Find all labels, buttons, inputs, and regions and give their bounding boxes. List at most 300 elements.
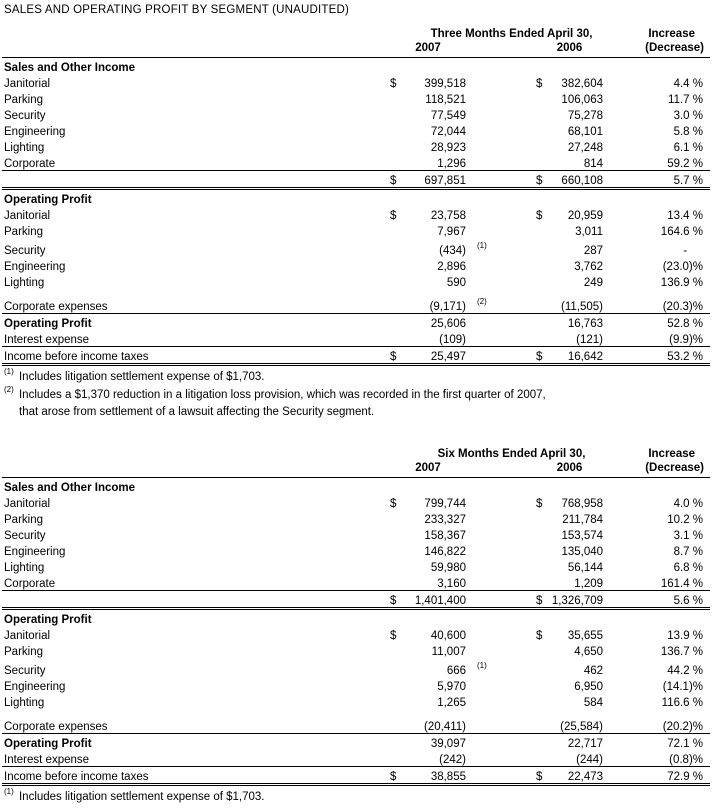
value-2006: (244) xyxy=(550,750,607,767)
footnote-line: $^{(1)}$ Includes litigation settlement expense of $1,703. xyxy=(4,367,265,383)
table-row xyxy=(2,314,710,331)
dollar-sign: $ xyxy=(390,630,397,642)
value-2006: 3,762 xyxy=(574,261,603,273)
dollar-sign xyxy=(532,526,550,542)
year-header-row xyxy=(2,460,710,478)
dollar-sign xyxy=(386,330,404,347)
change-percent: (20.3)% xyxy=(607,289,710,314)
change-percent: 161.4 % xyxy=(607,574,710,591)
footnote-ref xyxy=(470,693,532,709)
dollar-sign xyxy=(386,90,404,106)
dollar-sign xyxy=(386,478,404,495)
year-header-row xyxy=(2,40,710,58)
dollar-sign xyxy=(532,58,550,75)
value-2006: 75,278 xyxy=(567,110,603,122)
table-row xyxy=(2,558,710,574)
table-row xyxy=(2,106,710,122)
value-2007: 25,497 xyxy=(404,347,470,365)
table-row xyxy=(2,609,710,627)
table-row xyxy=(2,574,710,591)
year-2006-header: 2006 xyxy=(532,40,607,58)
footnote xyxy=(4,369,710,386)
footnote-marker: (2) xyxy=(4,385,14,395)
dollar-sign: $ xyxy=(536,210,543,222)
six-months-footnotes xyxy=(4,789,710,806)
value-2006: (121) xyxy=(550,330,607,347)
dollar-sign xyxy=(532,677,550,693)
dollar-sign xyxy=(386,154,404,171)
table-row xyxy=(2,171,710,189)
change-percent: 8.7 % xyxy=(673,546,704,558)
footnote-ref xyxy=(470,510,532,526)
dollar-sign xyxy=(532,289,550,314)
change-percent: 13.4 % xyxy=(667,210,703,222)
segment-label: Engineering xyxy=(4,546,66,558)
dollar-sign xyxy=(532,238,550,257)
change-percent: (14.1)% xyxy=(662,681,704,693)
change-percent: (0.8)% xyxy=(607,750,710,767)
dollar-sign xyxy=(386,574,404,591)
change-percent xyxy=(607,189,710,207)
value-2006 xyxy=(550,609,607,627)
dollar-sign xyxy=(386,273,404,289)
dollar-sign xyxy=(386,106,404,122)
value-2006: 6,950 xyxy=(574,681,604,693)
value-2006: 382,604 xyxy=(561,78,603,90)
dollar-sign: $ xyxy=(386,591,404,609)
segment-label: Corporate expenses xyxy=(2,289,386,314)
period-header: Six Months Ended April 30, xyxy=(437,448,586,460)
dollar-sign: $ xyxy=(536,630,543,642)
value-2007 xyxy=(404,58,470,75)
value-2007: 158,367 xyxy=(424,530,466,542)
year-2007-header: 2007 xyxy=(386,40,470,58)
header-spacer xyxy=(470,40,532,58)
segment-label: Janitorial xyxy=(4,210,51,222)
value-2007: 590 xyxy=(446,277,466,289)
dollar-sign: $ xyxy=(390,210,397,222)
footnote-ref xyxy=(470,206,532,222)
three-months-table-body xyxy=(2,58,710,365)
change-percent: (9.9)% xyxy=(607,330,710,347)
value-2007: 3,160 xyxy=(404,574,470,591)
table-row xyxy=(2,273,710,289)
footnote-ref xyxy=(470,642,532,658)
change-percent: 53.2 % xyxy=(607,347,710,365)
value-2006: 56,144 xyxy=(567,562,604,574)
segment-label: Engineering xyxy=(4,126,66,138)
footnote-ref xyxy=(470,734,532,751)
dollar-sign xyxy=(532,558,550,574)
dollar-sign: $ xyxy=(532,767,550,785)
dollar-sign xyxy=(532,122,550,138)
footnote-ref xyxy=(470,750,532,767)
header-spacer xyxy=(470,460,532,478)
value-2007: 233,327 xyxy=(424,514,466,526)
three-months-footnotes xyxy=(4,369,710,421)
dollar-sign xyxy=(532,709,550,734)
footnote-ref xyxy=(470,74,532,90)
table-row xyxy=(2,693,710,709)
change-percent: 6.8 % xyxy=(673,562,704,574)
footnote-ref xyxy=(470,314,532,331)
six-months-table xyxy=(2,445,710,786)
page-title: SALES AND OPERATING PROFIT BY SEGMENT (UNAUDITED) xyxy=(4,4,350,16)
segment-label: Income before income taxes xyxy=(2,347,386,365)
value-2007: 666 xyxy=(446,665,466,677)
segment-label: Operating Profit xyxy=(4,318,92,330)
change-percent: 10.2 % xyxy=(667,514,704,526)
value-2006 xyxy=(550,58,607,75)
segment-label: Parking xyxy=(4,646,43,658)
table-row xyxy=(2,347,710,365)
table-row xyxy=(2,642,710,658)
table-row xyxy=(2,289,710,314)
value-2007: 399,518 xyxy=(424,78,466,90)
footnote-ref xyxy=(470,222,532,238)
three-months-table xyxy=(2,25,710,366)
footnote-line: $^{(1)}$ Includes litigation settlement expense of $1,703. xyxy=(4,787,265,803)
segment-label: Parking xyxy=(4,94,43,106)
segment-label: Lighting xyxy=(4,277,45,289)
segment-label: Corporate xyxy=(2,154,386,171)
value-2007: 23,758 xyxy=(430,210,466,222)
value-2006: 135,040 xyxy=(561,546,604,558)
segment-label: Lighting xyxy=(4,562,45,574)
segment-label: Operating Profit xyxy=(4,614,92,626)
dollar-sign xyxy=(532,693,550,709)
footnote-ref xyxy=(470,106,532,122)
value-2006: 22,717 xyxy=(567,738,604,750)
segment-label: Engineering xyxy=(4,261,66,273)
footnote-ref xyxy=(470,767,532,785)
segment-label xyxy=(2,171,386,189)
footnote-ref xyxy=(470,122,532,138)
table-row xyxy=(2,58,710,75)
table-row xyxy=(2,626,710,642)
footnote-line: $^{(2)}$ Includes a $1,370 reduction in a litigation loss provision, which was recorded in the first quarter of 2007, xyxy=(4,385,546,401)
dollar-sign xyxy=(532,734,550,751)
value-2007: 38,855 xyxy=(404,767,470,785)
segment-label: Parking xyxy=(4,226,43,238)
value-2007: (20,411) xyxy=(404,709,470,734)
header-spacer xyxy=(2,445,386,460)
change-percent: 4.0 % xyxy=(673,498,704,510)
dollar-sign xyxy=(532,478,550,495)
footnote-ref xyxy=(470,257,532,273)
value-2006: 153,574 xyxy=(561,530,604,542)
dollar-sign xyxy=(386,122,404,138)
footnote-ref xyxy=(470,138,532,154)
segment-label: Interest expense xyxy=(2,330,386,347)
segment-label: Security xyxy=(4,530,46,542)
footnote-ref xyxy=(470,591,532,609)
segment-label: Corporate expenses xyxy=(2,709,386,734)
change-percent xyxy=(607,609,710,627)
value-2007: 39,097 xyxy=(430,738,466,750)
value-2007: 146,822 xyxy=(424,546,466,558)
footnote-ref xyxy=(470,478,532,495)
table-row xyxy=(2,734,710,751)
dollar-sign xyxy=(532,609,550,627)
dollar-sign: $ xyxy=(536,498,543,510)
value-2006: 1,209 xyxy=(550,574,607,591)
value-2006: 584 xyxy=(583,697,604,709)
value-2006: 768,958 xyxy=(561,498,604,510)
change-percent: 11.7 % xyxy=(668,94,703,106)
table-row xyxy=(2,658,710,677)
dollar-sign xyxy=(386,558,404,574)
footnote-line: that arose from settlement of a lawsuit affecting the Security segment. xyxy=(19,406,375,418)
change-percent: 136.7 % xyxy=(660,646,704,658)
change-percent: 5.6 % xyxy=(607,591,710,609)
segment-label xyxy=(2,591,386,609)
value-2007: 72,044 xyxy=(430,126,466,138)
value-2006: 1,326,709 xyxy=(550,591,607,609)
dollar-sign: $ xyxy=(390,498,397,510)
dollar-sign xyxy=(532,542,550,558)
segment-label: Operating Profit xyxy=(4,738,92,750)
dollar-sign xyxy=(386,314,404,331)
change-percent: 3.0 % xyxy=(673,110,703,122)
value-2006: 462 xyxy=(583,665,604,677)
segment-label: Security xyxy=(4,110,46,122)
dollar-sign xyxy=(386,138,404,154)
table-row xyxy=(2,750,710,767)
segment-label: Interest expense xyxy=(2,750,386,767)
value-2006: 27,248 xyxy=(567,142,603,154)
change-percent: 5.8 % xyxy=(673,126,703,138)
header-spacer xyxy=(2,40,386,58)
footnote-marker: (1) xyxy=(4,367,14,377)
dollar-sign: $ xyxy=(390,78,397,90)
value-2006 xyxy=(550,478,607,495)
table-row xyxy=(2,330,710,347)
dollar-sign xyxy=(532,106,550,122)
footnote-ref xyxy=(470,154,532,171)
table-row xyxy=(2,478,710,495)
dollar-sign xyxy=(386,693,404,709)
change-percent: 4.4 % xyxy=(673,78,703,90)
value-2006: 16,763 xyxy=(567,318,603,330)
year-2007-header: 2007 xyxy=(386,460,470,478)
value-2006 xyxy=(550,189,607,207)
value-2006: 287 xyxy=(583,245,603,257)
value-2007: 59,980 xyxy=(430,562,466,574)
value-2006: 814 xyxy=(550,154,607,171)
value-2007: 40,600 xyxy=(430,630,466,642)
dollar-sign xyxy=(386,750,404,767)
dollar-sign xyxy=(532,138,550,154)
value-2007: (434) xyxy=(439,245,466,257)
footnote-ref xyxy=(470,574,532,591)
dollar-sign xyxy=(532,222,550,238)
footnote xyxy=(4,789,710,806)
value-2006: 4,650 xyxy=(574,646,604,658)
segment-label: Lighting xyxy=(4,142,45,154)
value-2007: (242) xyxy=(404,750,470,767)
header-spacer xyxy=(2,460,386,478)
dollar-sign xyxy=(532,257,550,273)
footnote-ref xyxy=(470,58,532,75)
table-row xyxy=(2,154,710,171)
table-row xyxy=(2,542,710,558)
dollar-sign xyxy=(532,273,550,289)
value-2007: (9,171) xyxy=(404,289,470,314)
value-2007: 118,521 xyxy=(425,94,466,106)
footnote-ref xyxy=(470,709,532,734)
value-2007: 7,967 xyxy=(437,226,466,238)
period-header: Three Months Ended April 30, xyxy=(430,28,593,40)
dollar-sign xyxy=(386,709,404,734)
value-2007: 799,744 xyxy=(424,498,466,510)
value-2007: 1,265 xyxy=(437,697,466,709)
increase-header: Increase xyxy=(648,448,696,460)
footnote-ref xyxy=(470,347,532,365)
footnote-ref xyxy=(470,542,532,558)
value-2006: 22,473 xyxy=(550,767,607,785)
dollar-sign xyxy=(532,750,550,767)
decrease-header: (Decrease) xyxy=(607,40,710,58)
dollar-sign xyxy=(532,189,550,207)
table-row xyxy=(2,189,710,207)
dollar-sign xyxy=(386,238,404,257)
table-row xyxy=(2,591,710,609)
change-percent xyxy=(607,58,710,75)
change-percent: - xyxy=(683,245,703,257)
value-2006: 211,784 xyxy=(562,514,604,526)
change-percent: 164.6 % xyxy=(660,226,703,238)
footnote-ref xyxy=(470,677,532,693)
footnote-ref: (2) xyxy=(470,289,532,314)
dollar-sign xyxy=(386,58,404,75)
dollar-sign xyxy=(386,658,404,677)
dollar-sign: $ xyxy=(536,78,543,90)
header-spacer xyxy=(2,25,386,40)
change-percent: 72.1 % xyxy=(667,738,704,750)
value-2006: (11,505) xyxy=(550,289,607,314)
footnote-ref xyxy=(470,494,532,510)
change-percent xyxy=(607,478,710,495)
dollar-sign xyxy=(386,542,404,558)
dollar-sign xyxy=(386,734,404,751)
dollar-sign xyxy=(532,642,550,658)
value-2007 xyxy=(404,478,470,495)
dollar-sign xyxy=(532,154,550,171)
footnote-marker: (1) xyxy=(4,787,14,797)
value-2007: 1,296 xyxy=(404,154,470,171)
segment-label: Corporate xyxy=(2,574,386,591)
dollar-sign xyxy=(386,257,404,273)
segment-label: Janitorial xyxy=(4,630,51,642)
table-row xyxy=(2,677,710,693)
footnote-ref xyxy=(470,171,532,189)
value-2007: 28,923 xyxy=(430,142,466,154)
value-2006: (25,584) xyxy=(550,709,607,734)
dollar-sign xyxy=(386,222,404,238)
table-row xyxy=(2,238,710,257)
dollar-sign xyxy=(386,526,404,542)
value-2007: 77,549 xyxy=(430,110,466,122)
period-header-row xyxy=(2,445,710,460)
change-percent: 44.2 % xyxy=(667,665,704,677)
table-row xyxy=(2,526,710,542)
table-row xyxy=(2,257,710,273)
change-percent: 59.2 % xyxy=(607,154,710,171)
dollar-sign xyxy=(532,658,550,677)
value-2006: 68,101 xyxy=(567,126,603,138)
change-percent: 52.8 % xyxy=(667,318,703,330)
footnote-ref xyxy=(470,330,532,347)
dollar-sign: $ xyxy=(386,171,404,189)
value-2007 xyxy=(404,189,470,207)
dollar-sign: $ xyxy=(532,591,550,609)
dollar-sign xyxy=(386,677,404,693)
change-percent: 6.1 % xyxy=(673,142,703,154)
value-2006: 20,959 xyxy=(567,210,603,222)
change-percent: 5.7 % xyxy=(607,171,710,189)
value-2006: 106,063 xyxy=(561,94,603,106)
footnote-ref xyxy=(470,526,532,542)
table-row xyxy=(2,767,710,785)
value-2006: 35,655 xyxy=(567,630,604,642)
footnote-ref xyxy=(470,558,532,574)
value-2007: 1,401,400 xyxy=(404,591,470,609)
segment-label: Janitorial xyxy=(4,78,51,90)
segment-label: Lighting xyxy=(4,697,45,709)
segment-label: Engineering xyxy=(4,681,66,693)
segment-label: Janitorial xyxy=(4,498,51,510)
segment-label: Sales and Other Income xyxy=(4,482,136,494)
dollar-sign: $ xyxy=(532,347,550,365)
value-2007: 697,851 xyxy=(404,171,470,189)
segment-label: Income before income taxes xyxy=(2,767,386,785)
change-percent: 116.6 % xyxy=(661,697,704,709)
footnote-ref: (1) xyxy=(477,661,487,671)
footnote-ref: (1) xyxy=(477,241,487,251)
footnote xyxy=(4,387,710,421)
dollar-sign xyxy=(532,330,550,347)
segment-label: Parking xyxy=(4,514,43,526)
change-percent: 13.9 % xyxy=(667,630,704,642)
decrease-header: (Decrease) xyxy=(607,460,710,478)
six-months-table-body xyxy=(2,478,710,785)
dollar-sign xyxy=(532,574,550,591)
segment-label: Security xyxy=(4,245,46,257)
table-row xyxy=(2,494,710,510)
table-row xyxy=(2,138,710,154)
segment-label: Sales and Other Income xyxy=(4,62,136,74)
dollar-sign xyxy=(532,314,550,331)
value-2006: 660,108 xyxy=(550,171,607,189)
change-percent: (23.0)% xyxy=(662,261,703,273)
footnote-ref xyxy=(470,626,532,642)
value-2007: (109) xyxy=(404,330,470,347)
change-percent: (20.2)% xyxy=(607,709,710,734)
dollar-sign xyxy=(386,642,404,658)
value-2007 xyxy=(404,609,470,627)
value-2007: 2,896 xyxy=(437,261,466,273)
change-percent: 3.1 % xyxy=(673,530,704,542)
dollar-sign xyxy=(386,289,404,314)
table-row xyxy=(2,510,710,526)
dollar-sign: $ xyxy=(386,347,404,365)
change-percent: 72.9 % xyxy=(607,767,710,785)
dollar-sign: $ xyxy=(532,171,550,189)
dollar-sign xyxy=(386,510,404,526)
value-2006: 3,011 xyxy=(575,226,603,238)
dollar-sign xyxy=(532,90,550,106)
